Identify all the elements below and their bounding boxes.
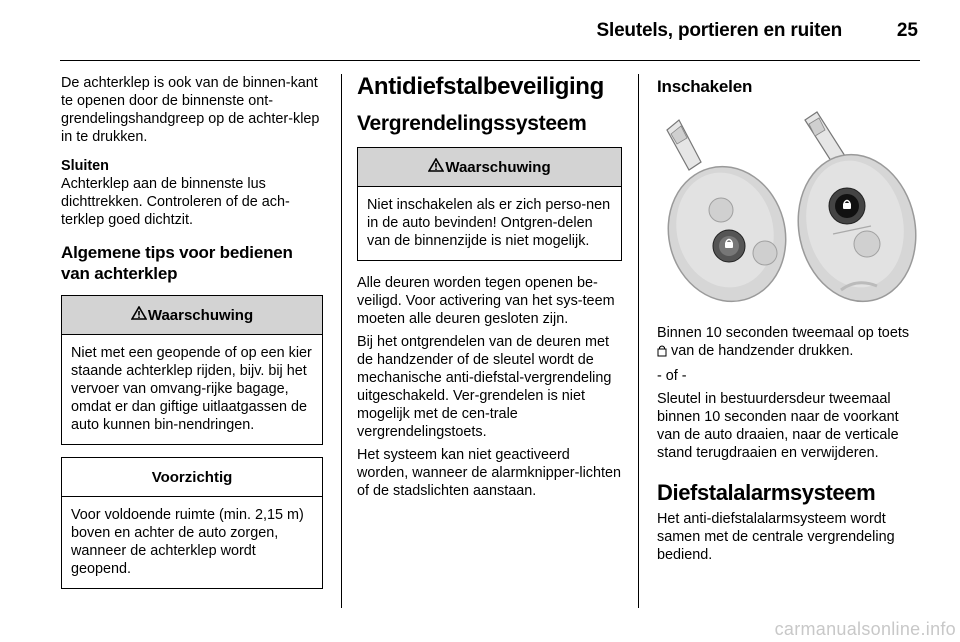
column-middle (357, 74, 622, 500)
column-divider (638, 74, 639, 608)
intro-paragraph: De achterklep is ook van de binnen-kant te openen door de binnenste ont-grendelingshandgreep op de achter-klep in te drukken. (61, 75, 320, 145)
closing-paragraph: Achterklep aan de binnenste lus dichttrekken. Controleren of de ach-terklep goed dichtzit. (61, 176, 290, 228)
header-title: Sleutels, portieren en ruiten (596, 20, 842, 41)
column-divider (341, 74, 342, 608)
watermark: carmanualsonline.info (774, 619, 956, 639)
warning-box (61, 295, 323, 445)
paragraph: Sleutel in bestuurdersdeur tweemaal binnen 10 seconden naar de voorkant van de auto draaien, naar de verticale stand terugdraaien en verwijderen. (657, 391, 899, 461)
paragraph (657, 324, 922, 362)
header-rule (60, 60, 920, 61)
caution-header (62, 458, 322, 497)
paragraph: Het anti-diefstalalarmsysteem wordt samen met de centrale vergrendeling bediend. (657, 511, 895, 563)
warning-title: Waarschuwing (445, 158, 551, 176)
paragraph: Bij het ontgrendelen van de deuren met de handzender of de sleutel wordt de mechanische anti-diefstal-vergrendeling uitgeschakeld. Ver-grendelen is niet mogelijk met de cen-trale vergrendelingstoets. (357, 334, 612, 440)
paragraph: Alle deuren worden tegen openen be-veiligd. Voor activering van het sys-teem moeten alle deuren gesloten zijn. (357, 275, 615, 327)
warning-triangle-icon (131, 306, 147, 324)
section-subtitle: Vergrendelingssysteem (357, 112, 587, 135)
paragraph: Het systeem kan niet geactiveerd worden, wanneer de alarmknipper-lichten of de stadslichten aanstaan. (357, 447, 621, 499)
caution-text: Voor voldoende ruimte (min. 2,15 m) boven en achter de auto zorgen, wanneer de achterklep wordt geopend. (71, 507, 304, 577)
warning-box (357, 147, 622, 261)
paragraph-text: Binnen 10 seconden tweemaal op toets (657, 325, 910, 341)
warning-title: Waarschuwing (147, 306, 254, 324)
warning-header (358, 148, 621, 187)
paragraph-text: van de handzender drukken. (671, 343, 854, 359)
section-title: Antidiefstalbeveiliging (357, 73, 604, 100)
caution-box (61, 457, 323, 589)
alarm-heading: Diefstalalarmsysteem (657, 480, 876, 505)
column-left (61, 74, 323, 589)
or-separator: - of - (657, 368, 687, 384)
lock-icon (657, 344, 667, 362)
caution-title: Voorzichtig (151, 468, 233, 486)
column-right (657, 74, 922, 564)
warning-text: Niet met een geopende of op een kier staande achterklep rijden, bijv. bij het vervoer van omvang-rijke bagage, omdat er dan giftige uitlaatgassen de auto kunnen bin-nendringen. (71, 345, 312, 433)
tips-heading: Algemene tips voor bedienen van achterklep (61, 243, 293, 283)
warning-header (62, 296, 322, 335)
key-fob-illustration (657, 108, 922, 313)
section-heading: Inschakelen (657, 77, 753, 96)
closing-title: Sluiten (61, 158, 109, 174)
page-header (0, 0, 960, 60)
warning-text: Niet inschakelen als er zich perso-nen in de auto bevinden! Ontgren-delen van de binnenzijde is niet mogelijk. (367, 197, 611, 249)
page-number: 25 (896, 20, 918, 41)
warning-triangle-icon (428, 158, 444, 176)
